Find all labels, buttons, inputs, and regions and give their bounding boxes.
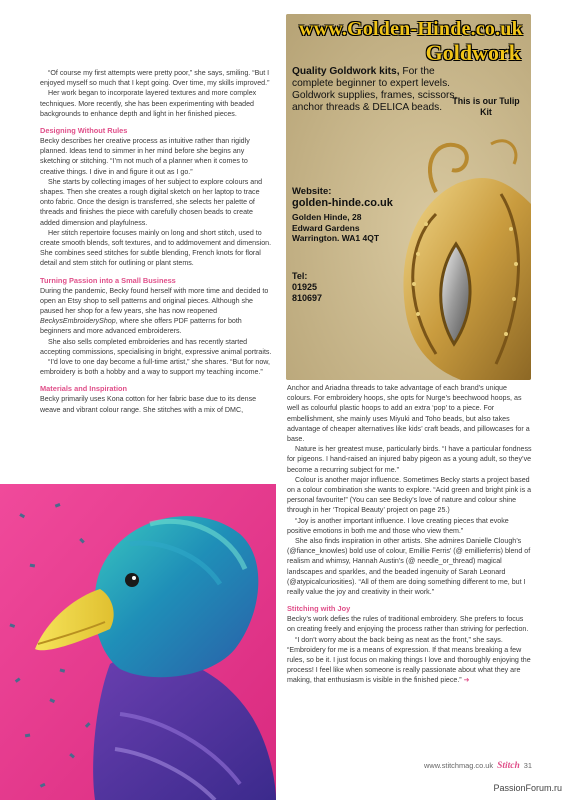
continue-arrow-icon: ➜: [463, 676, 470, 685]
paragraph: “Of course my first attempts were pretty poor,” she says, smiling. “But I enjoyed myself so much that I kept going. Over time, my skills improved.”: [40, 69, 270, 88]
advert-url-title: www.Golden-Hinde.co.uk: [299, 18, 523, 40]
shop-name: BeckysEmbroideryShop: [40, 317, 116, 326]
advert-website-label: Website:: [292, 186, 332, 197]
paragraph: She also finds inspiration in other artists. She admires Danielle Clough’s (@fiance_knowles) bold use of colour, Emillie Ferris’ (@ emillieferris) blend of realism and whimsy, Hannah Austin’s (@ needle_or_thread) magical landscapes and sparkles, and the beaded ingenuity of Sarah Leonard (@atypicalcuriosities). “All of them are doing something different to me, but I really value the joy and creativity in their work.”: [287, 537, 531, 597]
advert-kits-text: [292, 66, 470, 114]
text-run: “I don’t worry about the back being as neat as the front,” she says. “Embroidery for me is a means of expression. If that means breaking a few rules, so be it. I just focus on making things I love and thoroughly enjoying the process! I feel like when someone is really passionate about what they are making, that enthusiasm is visible in the finished piece.”: [287, 635, 531, 685]
advert-website: golden-hinde.co.uk: [292, 197, 393, 209]
footer-site: www.stitchmag.co.uk: [424, 761, 494, 770]
watermark: PassionForum.ru: [493, 783, 562, 793]
duck-embroidery-image: [0, 484, 276, 800]
paragraph: Her work began to incorporate layered textures and more complex techniques. More recently, she has been experimenting with beaded backgrounds to enhance depth and light in her finished pieces.: [40, 89, 257, 118]
advert-tel-label: Tel:: [292, 271, 308, 281]
page-number: 31: [523, 761, 532, 770]
paragraph: [40, 286, 272, 337]
section-heading: Stitching with Joy: [287, 604, 351, 614]
paragraph: Anchor and Ariadna threads to take advantage of each brand’s unique colours. For embroidery hoops, she opts for Nurge’s beechwood hoops, as well as colourful plastic hoops to add an extra ‘pop’ to a piece. For embellishment, she mainly uses Miyuki and Toho beads, but also takes advantage of cheaper alternatives like kids’ craft beads, and pillowcases for a base.: [287, 384, 530, 444]
paragraph: “Joy is another important influence. I love creating pieces that evoke positive emotions in both me and those who view them.”: [287, 516, 509, 535]
golden-hinde-advert: [286, 14, 531, 380]
advert-kits-bold: Quality Goldwork kits,: [292, 66, 400, 77]
paragraph: Colour is another major influence. Sometimes Becky starts a project based on a colour combination she wants to explore. “Acid green and bright pink is a personal favourite!” (You can see Becky’s love of nature and colour shine through in her ‘Tropical Beauty’ project on page 25.): [287, 475, 532, 515]
advert-brand-title: Goldwork: [425, 40, 521, 65]
advert-kits-rest: For the complete beginner to expert levels. Goldwork supplies, frames, scissors, anchor threads & DELICA beads.: [292, 66, 458, 113]
paragraph: Becky’s work defies the rules of traditional embroidery. She prefers to focus on creating freely and enjoying the process rather than striving for perfection.: [287, 615, 529, 634]
paragraph: Her stitch repertoire focuses mainly on long and short stitch, used to create smooth blends, soft textures, and to addmovement and dimension. She combines seed stitches for subtle blending, French knots for floral detail and stem stitch for outlining or plant stems.: [40, 228, 272, 268]
advert-tel-number: 01925 810697: [292, 282, 323, 303]
advert-address: Golden Hinde, 28 Edward Gardens Warrington. WA1 4QT: [292, 212, 380, 243]
right-article-column: [287, 383, 533, 686]
paragraph: Becky describes her creative process as intuitive rather than rigidly planned. Ideas tend to simmer in her mind before she begins any sketching or stitching. “I’m not much of a planner when it comes to creative things. I dive in and figure it out as I go.”: [40, 137, 250, 176]
advert-tulip-caption: This is our Tulip Kit: [452, 96, 520, 117]
text-run: During the pandemic, Becky found herself with more time and decided to open an Etsy shop to sell patterns and original pieces. Although she paused her shop for a few years, she has now reopened: [40, 286, 269, 316]
left-article-column: [40, 68, 272, 415]
page-footer: [424, 761, 532, 771]
advert-telephone: [292, 271, 332, 304]
paragraph: [287, 635, 533, 686]
section-heading: Designing Without Rules: [40, 126, 128, 136]
paragraph: Becky primarily uses Kona cotton for her fabric base due to its dense weave and vibrant colour range. She stitches with a mix of DMC,: [40, 395, 257, 414]
section-heading: Turning Passion into a Small Business: [40, 275, 176, 285]
paragraph: She also sells completed embroideries and has recently started accepting commissions, specialising in bright, expressive animal portraits.: [40, 337, 272, 356]
paragraph: “I’d love to one day become a full-time artist,” she shares. “But for now, embroidery is both a hobby and a way to support my teaching income.”: [40, 358, 270, 377]
section-heading: Materials and Inspiration: [40, 384, 128, 394]
text-run: , where she offers PDF patterns for both beginners and more advanced embroiderers.: [40, 317, 242, 336]
paragraph: Nature is her greatest muse, particularly birds. “I have a particular fondness for pigeons. I hand-raised an injured baby pigeon as a young adult, so they’ve become a recurring subject for me.”: [287, 445, 532, 474]
footer-brand: Stitch: [497, 761, 520, 771]
paragraph: She starts by collecting images of her subject to explore colours and shapes. Then she creates a rough digital sketch on her laptop to trace onto fabric. Once the design is transferred, she selects her palette of threads and finishes the piece with carefully chosen beads to create added dimension and playfulness.: [40, 177, 263, 227]
